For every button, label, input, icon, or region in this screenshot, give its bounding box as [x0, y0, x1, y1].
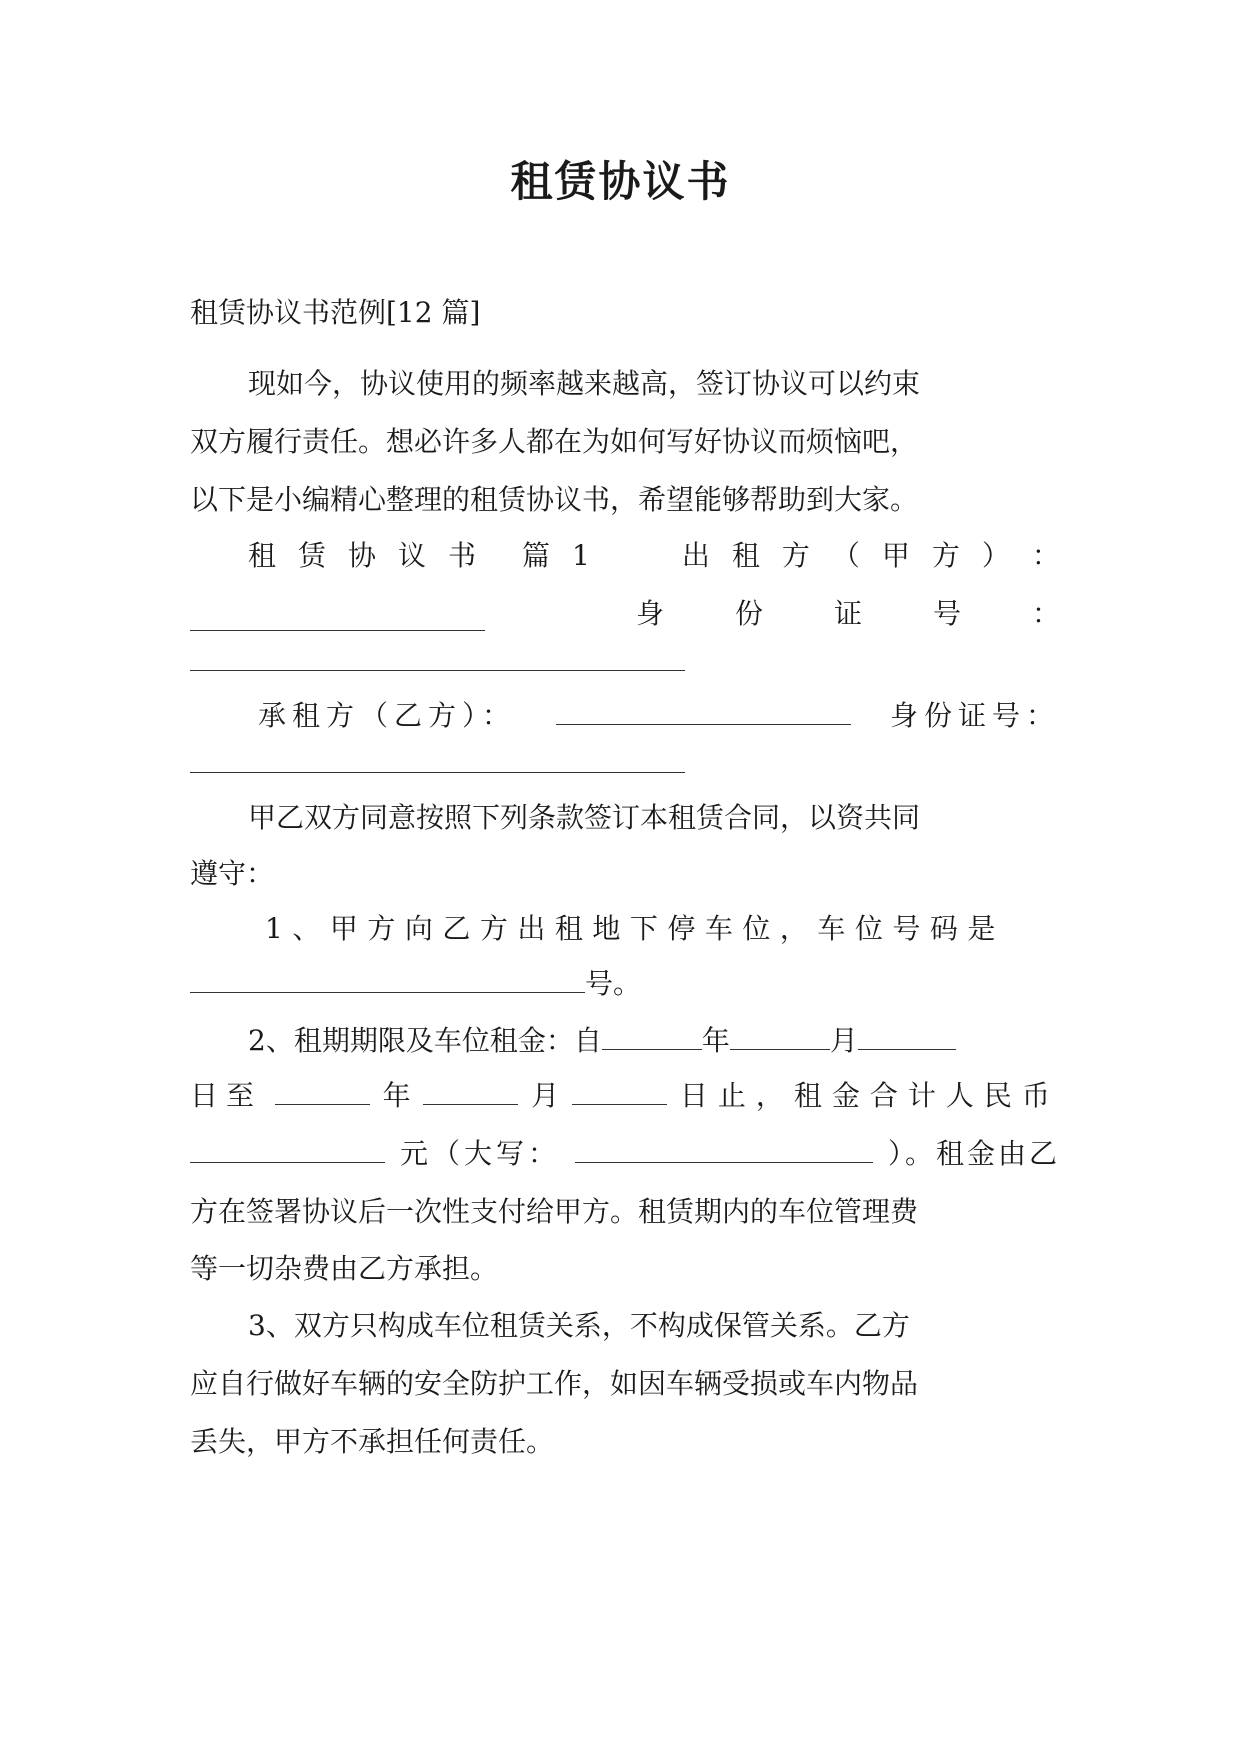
document-title: 租赁协议书: [510, 157, 731, 206]
heading-char: ：: [1031, 539, 1060, 572]
heading-char: 方: [931, 539, 960, 572]
heading-char: ）: [981, 539, 1010, 572]
day-end-label: 日止，租金合计人民币: [679, 1079, 1060, 1112]
heading-char: （: [831, 539, 860, 572]
heading-char: 书: [448, 539, 477, 572]
tenant-name-blank[interactable]: [556, 692, 851, 725]
start-day-blank[interactable]: [858, 1017, 956, 1050]
intro-line-1: 现如今，协议使用的频率越来越高，签订协议可以约束: [248, 367, 921, 400]
clause2-prefix: 2、租期期限及车位租金：自: [248, 1024, 602, 1057]
tenant-id-blank-line: [190, 735, 1060, 793]
heading-char: 议: [398, 539, 427, 572]
end-day-blank[interactable]: [572, 1072, 667, 1105]
month2-label: 月: [531, 1079, 560, 1112]
heading-char: 出: [681, 539, 710, 572]
clause2-line-5: 等一切杂费由乙方承担。: [190, 1252, 499, 1285]
clause2-line-2: [190, 1067, 1060, 1125]
clause3-line-1: 3、双方只构成车位租赁关系，不构成保管关系。乙方: [248, 1309, 910, 1342]
tenant-label: 承租方（乙方）：: [258, 699, 517, 732]
clause2-close: ）。租金由乙: [887, 1137, 1060, 1170]
agreement-line-2: 遵守：: [190, 857, 275, 890]
month-label: 月: [829, 1024, 858, 1057]
document-subtitle: 租赁协议书范例[12 篇]: [190, 296, 481, 329]
clause2-line-1: [248, 1012, 1060, 1070]
id-char: 身: [635, 597, 664, 630]
clause2-line-4: 方在签署协议后一次性支付给甲方。租赁期内的车位管理费: [190, 1195, 919, 1228]
article-heading-line: [248, 527, 1060, 585]
landlord-name-blank[interactable]: [190, 598, 485, 631]
heading-char: 方: [781, 539, 810, 572]
heading-char: 租: [248, 539, 277, 572]
clause3-line-2: 应自行做好车辆的安全防护工作，如因车辆受损或车内物品: [190, 1367, 919, 1400]
heading-char: 甲: [881, 539, 910, 572]
id-char: 份: [734, 597, 763, 630]
heading-char: 赁: [298, 539, 327, 572]
intro-line-2: 双方履行责任。想必许多人都在为如何写好协议而烦恼吧，: [190, 425, 919, 458]
tenant-id-label: 身份证号：: [889, 699, 1060, 732]
clause1-line-2: [190, 955, 1060, 1013]
id-char: 号: [932, 597, 961, 630]
parking-number-blank[interactable]: [190, 960, 585, 993]
clause2-line-3: [190, 1125, 1060, 1183]
heading-char: 1: [572, 539, 590, 572]
landlord-id-blank[interactable]: [190, 646, 685, 671]
rent-amount-blank[interactable]: [190, 1130, 385, 1163]
heading-char: 篇: [522, 539, 551, 572]
heading-char: 租: [731, 539, 760, 572]
yuan-label: 元（大写：: [399, 1137, 560, 1170]
end-year-blank[interactable]: [275, 1072, 370, 1105]
clause1-line-1: 1、甲方向乙方出租地下停车位，车位号码是: [265, 912, 1005, 945]
landlord-id-blank-line: [190, 633, 1060, 691]
year2-label: 年: [382, 1079, 411, 1112]
agreement-line-1: 甲乙双方同意按照下列条款签订本租赁合同，以资共同: [248, 801, 921, 834]
end-month-blank[interactable]: [423, 1072, 518, 1105]
tenant-id-blank[interactable]: [190, 748, 685, 773]
rent-amount-words-blank[interactable]: [575, 1130, 873, 1163]
clause1-suffix: 号。: [585, 967, 642, 1000]
year-label: 年: [701, 1024, 730, 1057]
intro-line-3: 以下是小编精心整理的租赁协议书，希望能够帮助到大家。: [190, 483, 919, 516]
day-to-label: 日至: [190, 1079, 263, 1112]
id-char: 证: [833, 597, 862, 630]
id-char: ：: [1031, 597, 1060, 630]
start-year-blank[interactable]: [602, 1017, 702, 1050]
heading-char: 协: [348, 539, 377, 572]
start-month-blank[interactable]: [730, 1017, 830, 1050]
clause3-line-3: 丢失，甲方不承担任何责任。: [190, 1425, 555, 1458]
